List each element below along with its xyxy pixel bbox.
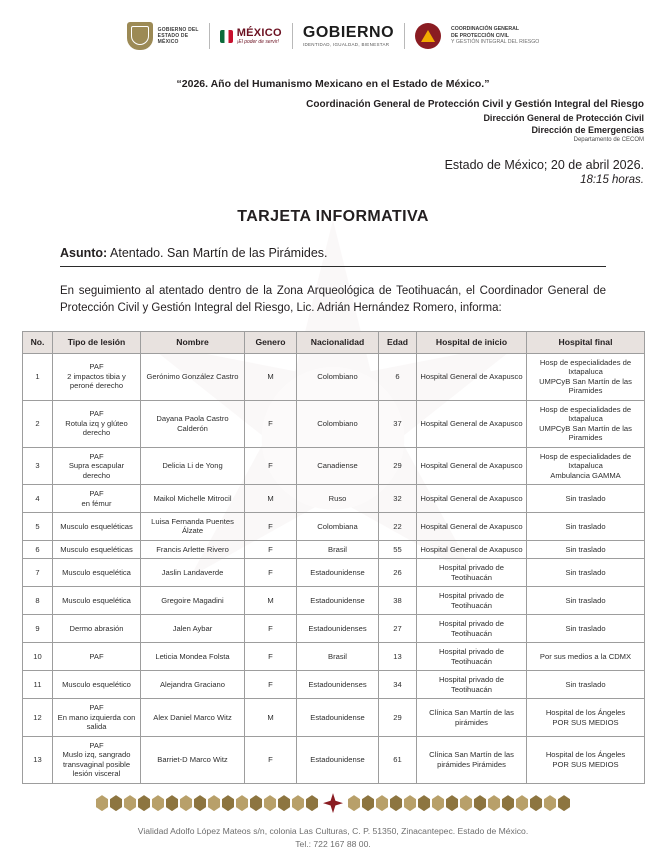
cell-nacionalidad: Brasil [297,643,379,671]
cell-no: 4 [23,485,53,513]
col-edad: Edad [379,332,417,353]
edomex-line-1: GOBIERNO DEL [157,26,199,33]
cell-lesion: PAF Supra escapular derecho [53,447,141,484]
table-row [23,447,645,484]
logo-divider-3 [404,23,405,49]
cell-nacionalidad: Estadounidense [297,736,379,783]
mexico-wordmark: MÉXICO [236,26,282,39]
cell-hospital-final: Hosp de especialidades de Ixtapaluca UMPCyB San Martín de las Piramides [527,400,645,447]
cell-hospital-inicio: Hospital privado de Teotihuacán [417,559,527,587]
cell-lesion: PAF En mano izquierda con salida [53,699,141,736]
cell-no: 12 [23,699,53,736]
body-paragraph: En seguimiento al atentado dentro de la Zona Arqueológica de Teotihuacán, el Coordinador General de Protección Civil y Gestión Integral del Riesgo, Lic. Adrián Hernández Romero, informa: [60,284,606,315]
cell-nombre: Alejandra Graciano [141,671,245,699]
cell-no: 11 [23,671,53,699]
table-row [23,587,645,615]
cell-edad: 26 [379,559,417,587]
cell-nacionalidad: Estadounidense [297,587,379,615]
table-header-row [23,332,645,353]
proteccion-civil-logo-text [451,26,539,46]
edomex-logo-text [158,27,199,46]
ornament-piece [460,795,472,811]
cell-hospital-inicio: Hospital privado de Teotihuacán [417,643,527,671]
cell-nacionalidad: Colombiano [297,353,379,400]
cell-hospital-inicio: Hospital privado de Teotihuacán [417,615,527,643]
cell-hospital-final: Hosp de especialidades de Ixtapaluca Ambulancia GAMMA [527,447,645,484]
dependency-block [22,98,644,144]
page-title: TARJETA INFORMATIVA [237,207,429,225]
cell-edad: 37 [379,400,417,447]
cell-edad: 32 [379,485,417,513]
proteccion-civil-shield-icon [415,23,441,49]
cell-nombre: Barriet-D Marco Witz [141,736,245,783]
cell-edad: 29 [379,699,417,736]
cell-hospital-final: Hospital de los Ángeles POR SUS MEDIOS [527,699,645,736]
cell-edad: 38 [379,587,417,615]
col-no: No. [23,332,53,353]
document-footer [0,793,666,858]
ornament-piece [432,795,444,811]
ornament-piece [278,795,290,811]
ornament-piece [264,795,276,811]
ornament-piece [306,795,318,811]
col-nombre: Nombre [141,332,245,353]
cell-hospital-inicio: Hospital privado de Teotihuacán [417,671,527,699]
cell-genero: F [245,540,297,558]
logo-divider-2 [292,23,293,49]
cell-nombre: Jaslin Landaverde [141,559,245,587]
gobierno-subtitle: IDENTIDAD, IGUALDAD, BIENESTAR [302,41,390,47]
ornament-piece [152,795,164,811]
col-nacionalidad: Nacionalidad [297,332,379,353]
subject-value: Atentado. San Martín de las Pirámides. [110,245,328,260]
cell-lesion: PAF en fémur [53,485,141,513]
cell-no: 10 [23,643,53,671]
cell-nombre: Gerónimo González Castro [141,353,245,400]
ornament-piece [390,795,402,811]
cell-genero: M [245,353,297,400]
cell-lesion: PAF Rotula izq y glúteo derecho [53,400,141,447]
ornament-piece [110,795,122,811]
pc-line-2: DE PROTECCIÓN CIVIL [451,32,509,39]
triangle-icon [421,30,435,42]
cell-lesion: Dermo abrasión [53,615,141,643]
cell-hospital-final: Sin traslado [527,485,645,513]
cell-hospital-inicio: Hospital General de Axapusco [417,400,527,447]
cell-nombre: Luisa Fernanda Puentes Álzate [141,512,245,540]
table-row [23,671,645,699]
ornament-piece [446,795,458,811]
ornament-piece [222,795,234,811]
cell-nombre: Gregoire Magadini [141,587,245,615]
cell-no: 8 [23,587,53,615]
cell-nombre: Maikol Michelle Mitrocil [141,485,245,513]
cell-genero: F [245,400,297,447]
cell-nacionalidad: Colombiano [297,400,379,447]
table-row [23,699,645,736]
cell-nombre: Alex Daniel Marco Witz [141,699,245,736]
cell-lesion: Musculo esquelético [53,671,141,699]
gobierno-wordmark: GOBIERNO [302,23,395,41]
cell-no: 5 [23,512,53,540]
col-lesion: Tipo de lesión [53,332,141,353]
cell-lesion: PAF [53,643,141,671]
table-row [23,400,645,447]
col-hospital-final: Hospital final [527,332,645,353]
cell-nacionalidad: Colombiana [297,512,379,540]
ornament-piece [194,795,206,811]
table-row [23,485,645,513]
footer-address-line-1: Vialidad Adolfo López Mateos s/n, colonia Las Culturas, C. P. 51350, Zinacantepec. Estado de México. [137,826,529,837]
ornament-piece [138,795,150,811]
cell-lesion: PAF 2 impactos tibia y peroné derecho [53,353,141,400]
cell-no: 13 [23,736,53,783]
ornament-piece [166,795,178,811]
cell-hospital-inicio: Hospital General de Axapusco [417,447,527,484]
cell-hospital-final: Sin traslado [527,671,645,699]
cell-nacionalidad: Ruso [297,485,379,513]
cell-lesion: Musculo esquelética [53,559,141,587]
cell-genero: M [245,587,297,615]
cell-hospital-inicio: Hospital General de Axapusco [417,540,527,558]
logo-divider-1 [209,23,210,49]
ornament-center-flower-icon [323,793,343,813]
decorative-ornament [30,793,636,819]
cell-edad: 22 [379,512,417,540]
place-and-date: Estado de México; 20 de abril 2026. [444,157,644,172]
ornament-piece [488,795,500,811]
cell-genero: F [245,512,297,540]
cell-genero: F [245,559,297,587]
table-row [23,559,645,587]
cell-edad: 6 [379,353,417,400]
cell-hospital-final: Hospital de los Ángeles POR SUS MEDIOS [527,736,645,783]
dependency-line-1: Coordinación General de Protección Civil y Gestión Integral del Riesgo [306,99,644,110]
cell-lesion: Musculo esquelética [53,587,141,615]
cell-edad: 55 [379,540,417,558]
ornament-piece [502,795,514,811]
col-hospital-inicio: Hospital de inicio [417,332,527,353]
cell-hospital-final: Por sus medios a la CDMX [527,643,645,671]
cell-edad: 29 [379,447,417,484]
cell-no: 3 [23,447,53,484]
dependency-line-3: Dirección de Emergencias [531,124,644,135]
ornament-piece [544,795,556,811]
cell-nacionalidad: Canadiense [297,447,379,484]
cell-hospital-final: Sin traslado [527,587,645,615]
ornament-piece [180,795,192,811]
table-row [23,353,645,400]
cell-nacionalidad: Estadounidense [297,559,379,587]
ornament-piece [474,795,486,811]
cell-nacionalidad: Brasil [297,540,379,558]
gobierno-logo [303,25,394,48]
cell-genero: F [245,615,297,643]
table-row [23,615,645,643]
ornament-piece [418,795,430,811]
footer-address-line-2: Tel.: 722 167 88 00. [295,838,371,849]
cell-hospital-inicio: Hospital General de Axapusco [417,512,527,540]
ornament-piece [96,795,108,811]
edomex-line-2: ESTADO DE [157,32,189,39]
cell-edad: 13 [379,643,417,671]
ornament-piece [208,795,220,811]
ornament-piece [250,795,262,811]
cell-hospital-inicio: Hospital General de Axapusco [417,485,527,513]
subject-underline [60,266,606,267]
cell-hospital-inicio: Hospital General de Axapusco [417,353,527,400]
edomex-logo [127,22,199,50]
cell-genero: M [245,699,297,736]
institutional-logo-bar [22,0,644,62]
ornament-piece [558,795,570,811]
victims-table [22,331,645,783]
cell-hospital-final: Sin traslado [527,540,645,558]
mexico-tagline: ¡El poder de servir! [236,38,279,45]
cell-nombre: Jalen Aybar [141,615,245,643]
cell-lesion: Musculo esqueléticas [53,512,141,540]
cell-nombre: Francis Arlette Rivero [141,540,245,558]
cell-nombre: Leticia Mondea Folsta [141,643,245,671]
victims-table-body [23,353,645,783]
cell-genero: F [245,447,297,484]
ornament-piece [292,795,304,811]
cell-nombre: Dayana Paola Castro Calderón [141,400,245,447]
year-slogan: “2026. Año del Humanismo Mexicano en el Estado de México.” [176,78,490,90]
subject-label: Asunto: [60,245,108,260]
cell-hospital-final: Hosp de especialidades de Ixtapaluca UMPCyB San Martín de las Piramides [527,353,645,400]
ornament-piece [530,795,542,811]
ornament-piece [236,795,248,811]
ornament-piece [376,795,388,811]
time-stamp: 18:15 horas. [580,173,644,186]
edomex-line-3: MÉXICO [157,39,179,46]
cell-genero: M [245,485,297,513]
cell-hospital-inicio: Clínica San Martín de las pirámides [417,699,527,736]
ornament-piece [404,795,416,811]
cell-hospital-final: Sin traslado [527,615,645,643]
cell-no: 9 [23,615,53,643]
dependency-line-4: Departamento de CECOM [573,136,644,143]
cell-nacionalidad: Estadounidense [297,699,379,736]
cell-lesion: Musculo esqueléticas [53,540,141,558]
cell-edad: 34 [379,671,417,699]
ornament-row [30,793,636,813]
cell-lesion: PAF Muslo izq, sangrado transvaginal posible lesión visceral [53,736,141,783]
table-row [23,736,645,783]
cell-edad: 27 [379,615,417,643]
ornament-piece [124,795,136,811]
cell-nombre: Delicia Li de Yong [141,447,245,484]
table-row [23,643,645,671]
cell-no: 2 [23,400,53,447]
subject-line [22,246,644,260]
cell-no: 7 [23,559,53,587]
cell-hospital-inicio: Clínica San Martín de las pirámides Pirámides [417,736,527,783]
table-row [23,540,645,558]
table-row [23,512,645,540]
cell-hospital-inicio: Hospital privado de Teotihuacán [417,587,527,615]
ornament-piece [516,795,528,811]
cell-genero: F [245,736,297,783]
cell-genero: F [245,643,297,671]
cell-nacionalidad: Estadounidenses [297,615,379,643]
ornament-piece [362,795,374,811]
col-genero: Genero [245,332,297,353]
cell-no: 1 [23,353,53,400]
ornament-piece [348,795,360,811]
edomex-seal-icon [127,22,153,50]
mexican-flag-icon [220,30,233,43]
cell-nacionalidad: Estadounidenses [297,671,379,699]
pc-line-1: COORDINACIÓN GENERAL [451,25,520,32]
cell-genero: F [245,671,297,699]
pc-line-3: Y GESTIÓN INTEGRAL DEL RIESGO [451,39,540,46]
cell-hospital-final: Sin traslado [527,512,645,540]
mexico-logo [220,28,282,45]
cell-no: 6 [23,540,53,558]
cell-edad: 61 [379,736,417,783]
cell-hospital-final: Sin traslado [527,559,645,587]
dependency-line-2: Dirección General de Protección Civil [483,112,644,123]
